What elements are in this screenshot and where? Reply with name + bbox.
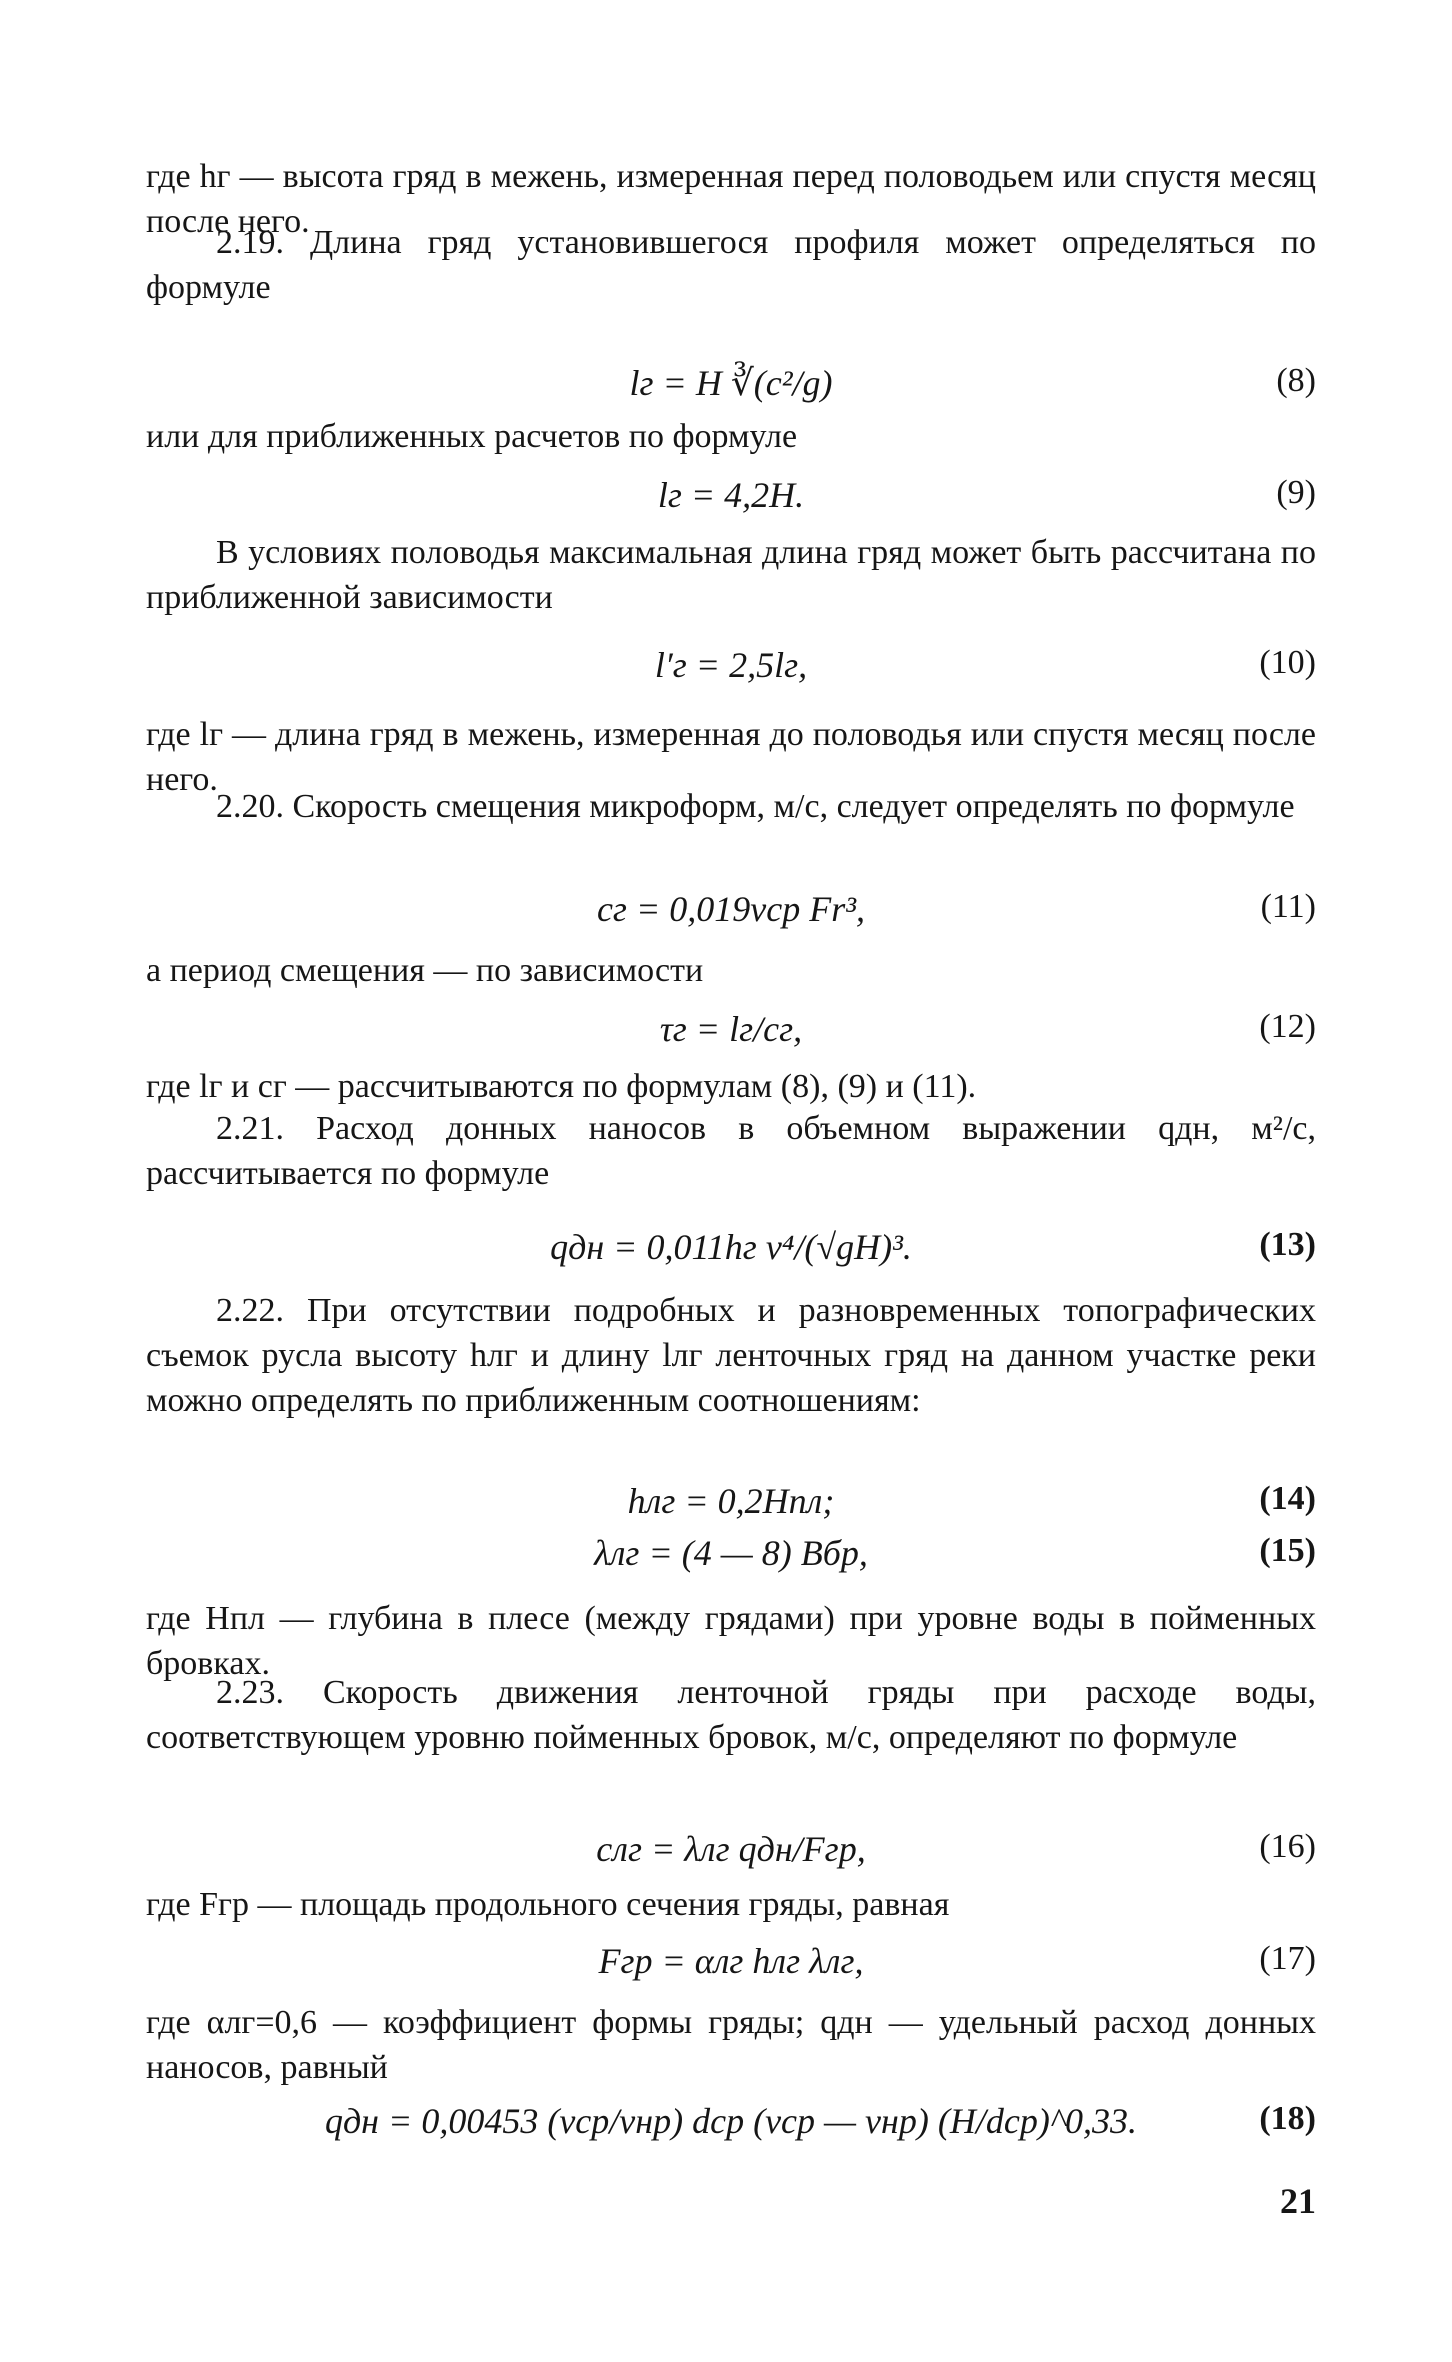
paragraph-hpl-definition: где Hпл — глубина в плесе (между грядами) при уровне воды в пойменных бровках.	[146, 1600, 1316, 1682]
equation-13-number: (13)	[1259, 1226, 1316, 1263]
paragraph-lg-cg: где lг и cг — рассчитываются по формулам (8), (9) и (11).	[146, 1068, 977, 1105]
equation-12	[146, 1008, 1316, 1060]
equation-13	[146, 1226, 1316, 1278]
equation-18	[146, 2100, 1316, 2152]
equation-14-number: (14)	[1259, 1480, 1316, 1517]
equation-12-formula: τг = lг/cг,	[659, 1009, 803, 1049]
equation-18-number: (18)	[1259, 2100, 1316, 2137]
equation-9-number: (9)	[1276, 474, 1316, 511]
equation-15	[146, 1532, 1316, 1584]
equation-18-formula: qдн = 0,00453 (vср/vнр) dср (vср — vнр) (H/dср)^0,33.	[324, 2101, 1138, 2141]
equation-8-number: (8)	[1276, 362, 1316, 399]
equation-16-formula: cлг = λлг qдн/Fгр,	[596, 1829, 866, 1869]
paragraph-alpha-definition: где αлг=0,6 — коэффициент формы гряды; qдн — удельный расход донных наносов, равный	[146, 2004, 1316, 2086]
paragraph-flood: В условиях половодья максимальная длина гряд может быть рассчитана по приближенной зависимости	[146, 534, 1316, 616]
equation-15-formula: λлг = (4 — 8) Bбр,	[594, 1533, 868, 1573]
equation-16-number: (16)	[1259, 1828, 1316, 1865]
equation-17-formula: Fгр = αлг hлг λлг,	[598, 1941, 864, 1981]
paragraph-period: а период смещения — по зависимости	[146, 952, 704, 989]
equation-9	[146, 474, 1316, 526]
paragraph-2-21: 2.21. Расход донных наносов в объемном выражении qдн, м²/с, рассчитывается по формуле	[146, 1110, 1316, 1192]
equation-10-number: (10)	[1259, 644, 1316, 681]
equation-10	[146, 644, 1316, 696]
equation-13-formula: qдн = 0,011hг v⁴/(√gH)³.	[550, 1227, 912, 1267]
equation-8	[146, 362, 1316, 414]
paragraph-fgr-definition: где Fгр — площадь продольного сечения гряды, равная	[146, 1886, 950, 1923]
equation-14-formula: hлг = 0,2Hпл;	[627, 1481, 835, 1521]
equation-10-formula: l′г = 2,5lг,	[654, 645, 808, 685]
paragraph-2-19: 2.19. Длина гряд установившегося профиля может определяться по формуле	[146, 224, 1316, 306]
paragraph-lg-definition: где lг — длина гряд в межень, измеренная до половодья или спустя месяц после него.	[146, 716, 1316, 798]
paragraph-approx: или для приближенных расчетов по формуле	[146, 418, 798, 455]
equation-11-number: (11)	[1260, 888, 1316, 925]
equation-16	[146, 1828, 1316, 1880]
paragraph-2-23: 2.23. Скорость движения ленточной гряды при расходе воды, соответствующем уровню пойменных бровок, м/с, определяют по формуле	[146, 1674, 1316, 1756]
paragraph-2-20: 2.20. Скорость смещения микроформ, м/с, следует определять по формуле	[216, 788, 1295, 825]
equation-8-formula: lг = H ∛(c²/g)	[629, 363, 833, 403]
equation-9-formula: lг = 4,2H.	[657, 475, 805, 515]
equation-12-number: (12)	[1259, 1008, 1316, 1045]
equation-17-number: (17)	[1259, 1940, 1316, 1977]
page-number: 21	[1280, 2181, 1316, 2221]
paragraph-2-22: 2.22. При отсутствии подробных и разновременных топографических съемок русла высоту hлг и длину lлг ленточных гряд на данном участке реки можно определять по приближенным соотношениям:	[146, 1292, 1316, 1419]
equation-14	[146, 1480, 1316, 1532]
equation-17	[146, 1940, 1316, 1992]
paragraph-hg-definition: где hг — высота гряд в межень, измеренная перед половодьем или спустя месяц после него.	[146, 158, 1316, 240]
equation-15-number: (15)	[1259, 1532, 1316, 1569]
equation-11	[146, 888, 1316, 940]
equation-11-formula: cг = 0,019vср Fr³,	[596, 889, 866, 929]
